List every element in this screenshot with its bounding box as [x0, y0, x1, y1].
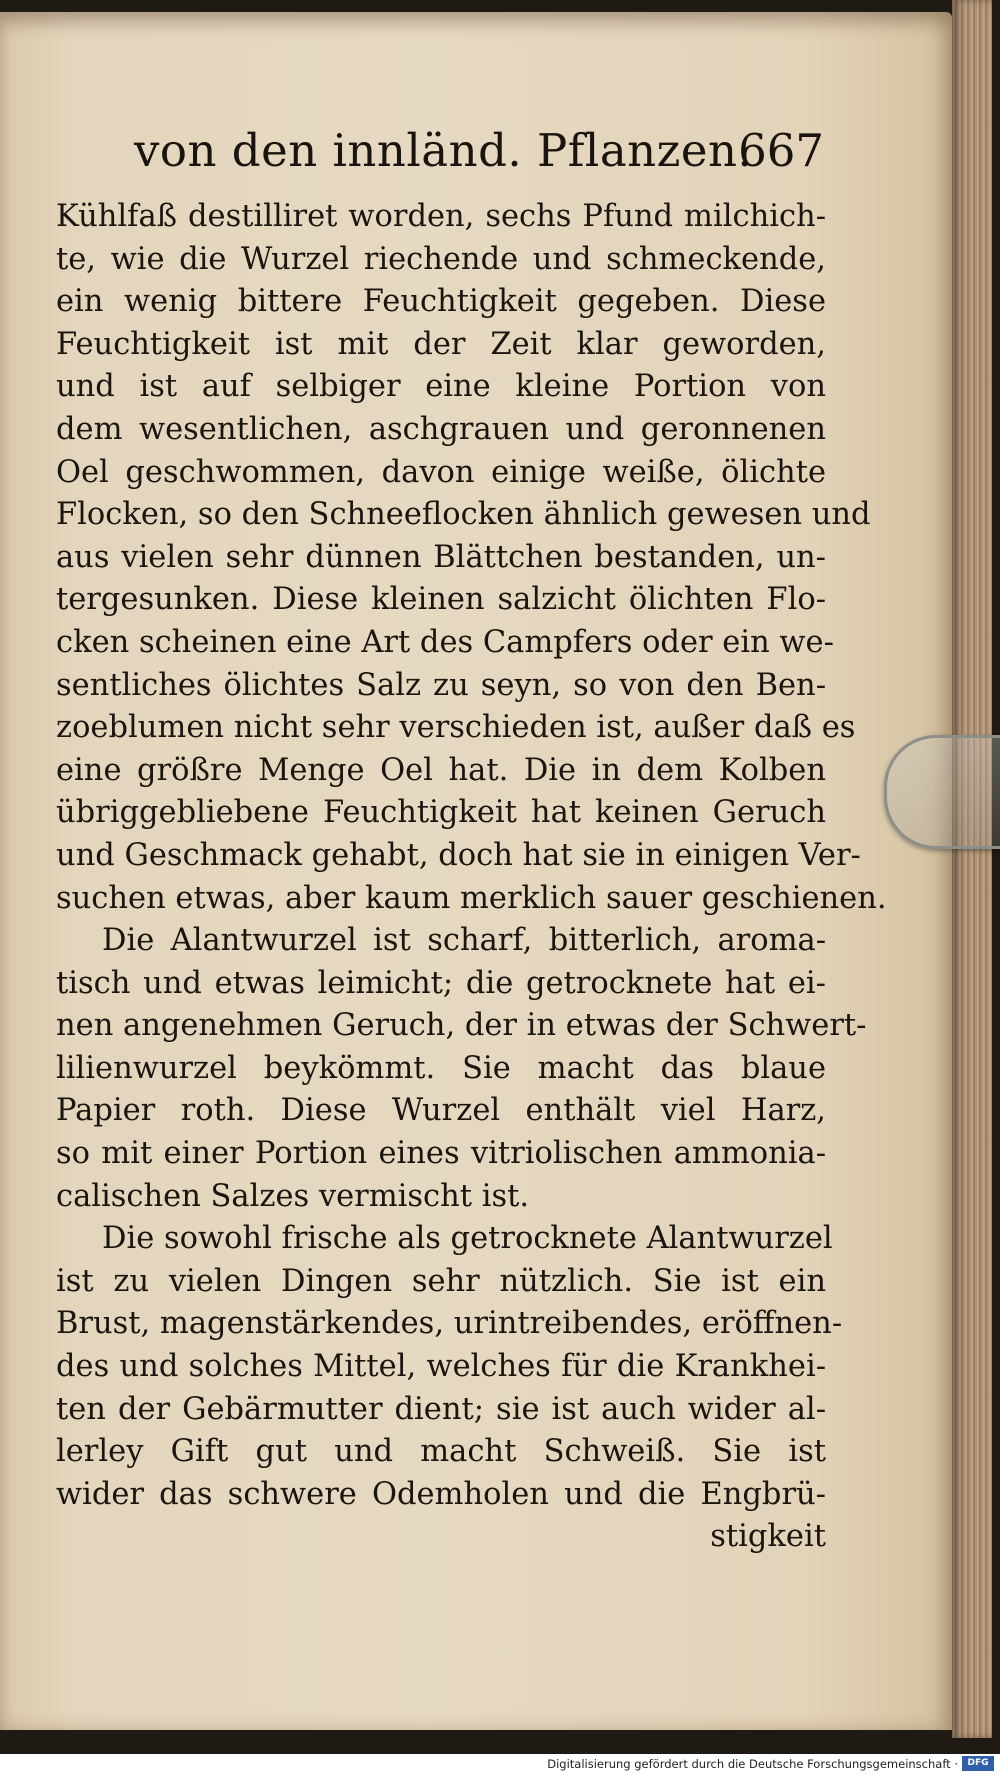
text-line: Kühlfaß destilliret worden, sechs Pfund milchich-	[56, 199, 826, 234]
text-line: aus vielen sehr dünnen Blättchen bestanden, un-	[56, 539, 826, 575]
book-page	[0, 12, 952, 1730]
text-line: calischen Salzes vermischt ist.	[56, 1178, 530, 1214]
text-line: des und solches Mittel, welches für die Krankhei-	[56, 1349, 826, 1385]
catchword: stigkeit	[710, 1519, 826, 1555]
page-fore-edge	[952, 0, 992, 1738]
dfg-logo: DFG	[962, 1756, 994, 1771]
running-title: von den innländ. Pflanzen.	[134, 124, 753, 177]
text-line: so mit einer Portion eines vitriolischen ammonia-	[56, 1136, 826, 1172]
text-line: zoeblumen nicht sehr verschieden ist, außer daß es	[56, 710, 856, 746]
funding-credit: Digitalisierung gefördert durch die Deutsche Forschungsgemeinschaft ·	[547, 1757, 958, 1771]
text-line: ten der Gebärmutter dient; sie ist auch wider al-	[56, 1391, 826, 1427]
text-line: lilienwurzel beykömmt. Sie macht das blaue	[56, 1050, 826, 1086]
text-line: cken scheinen eine Art des Campfers oder ein we-	[56, 624, 834, 660]
text-line: Papier roth. Diese Wurzel enthält viel Harz,	[56, 1093, 826, 1129]
text-line: ein wenig bittere Feuchtigkeit gegeben. Diese	[56, 284, 826, 320]
text-line: te, wie die Wurzel riechende und schmeckende,	[56, 241, 826, 277]
text-line: lerley Gift gut und macht Schweiß. Sie ist	[56, 1434, 826, 1470]
text-line: sentliches ölichtes Salz zu seyn, so von den Ben-	[56, 667, 826, 703]
text-line: Brust, magenstärkendes, urintreibendes, eröffnen-	[56, 1306, 843, 1342]
page-header	[134, 120, 824, 190]
text-line: und Geschmack gehabt, doch hat sie in einigen Ver-	[56, 837, 861, 873]
text-line: ist zu vielen Dingen sehr nützlich. Sie ist ein	[56, 1263, 826, 1299]
text-line: und ist auf selbiger eine kleine Portion von	[56, 369, 826, 405]
page-number: 667	[738, 124, 824, 177]
body-text	[56, 196, 887, 1559]
text-line: dem wesentlichen, aschgrauen und geronnenen	[56, 411, 826, 447]
text-line: tisch und etwas leimicht; die getrocknete hat ei-	[56, 965, 826, 1001]
text-line: Feuchtigkeit ist mit der Zeit klar geworden,	[56, 326, 826, 362]
text-line: Die sowohl frische als getrocknete Alantwurzel	[102, 1221, 833, 1257]
text-line: nen angenehmen Geruch, der in etwas der Schwert-	[56, 1008, 867, 1044]
text-line: suchen etwas, aber kaum merklich sauer geschienen.	[56, 880, 887, 916]
text-line: wider das schwere Odemholen und die Engbrü-	[56, 1476, 826, 1512]
book-clamp	[884, 735, 1000, 849]
text-line: Die Alantwurzel ist scharf, bitterlich, aroma-	[102, 923, 826, 959]
text-line: Flocken, so den Schneeflocken ähnlich gewesen und	[56, 497, 871, 533]
text-line: eine größre Menge Oel hat. Die in dem Kolben	[56, 752, 826, 788]
text-line: tergesunken. Diese kleinen salzicht ölichten Flo-	[56, 582, 826, 618]
text-line: übriggebliebene Feuchtigkeit hat keinen Geruch	[56, 795, 826, 831]
text-line: Oel geschwommen, davon einige weiße, ölichte	[56, 454, 826, 490]
